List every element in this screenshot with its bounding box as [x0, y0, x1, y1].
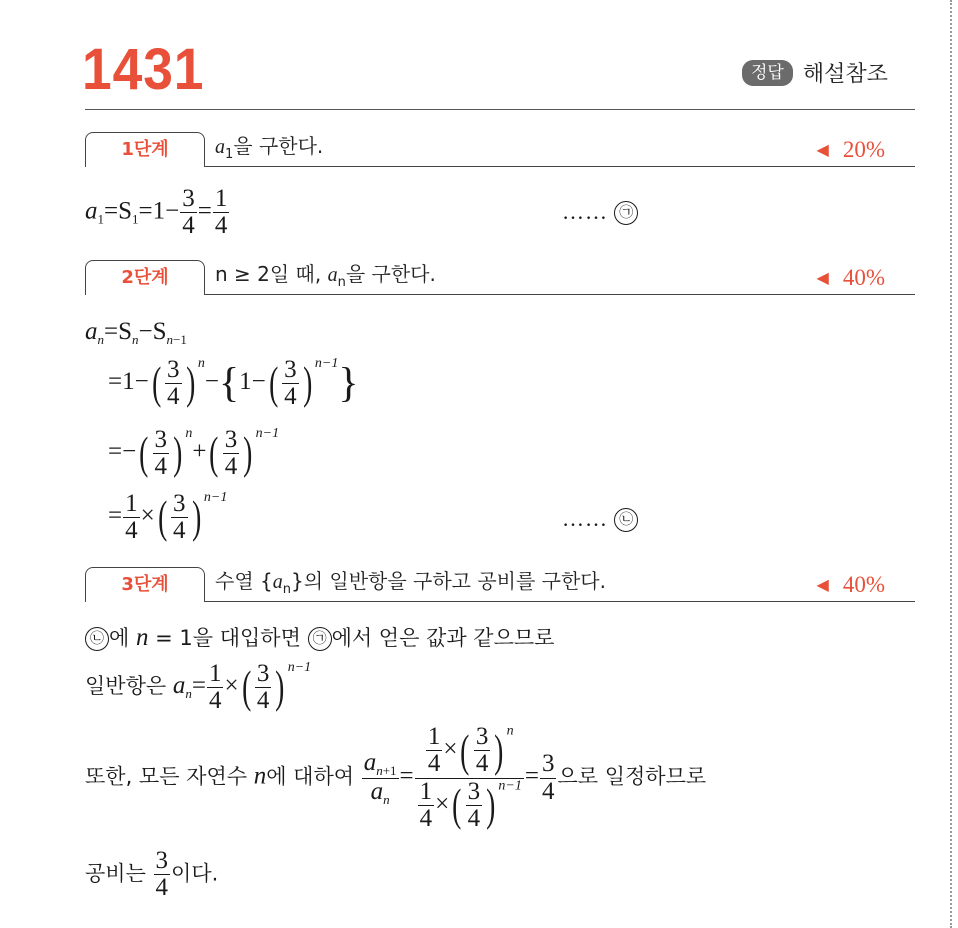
conclusion-line-2: 일반항은 $a_n=$ $\frac{1}{4}$ ×( $\frac{3}{4}$ ) $^{n-1}$ [85, 659, 312, 714]
step-1-percent: ◀ 20% [816, 137, 885, 162]
step-1-description: $a_1$을 구한다. [215, 134, 324, 162]
conclusion-line-4: 공비는 $\frac{3}{4}$ 이다. [85, 847, 219, 902]
step-2-header [85, 258, 915, 295]
conclusion-line-1: ㉡ 에 n = 1을 대입하면 ㉠ 에서 얻은 값과 같으므로 [85, 622, 554, 652]
step-3-header [85, 565, 915, 602]
step-3-tab: 3단계 [85, 567, 205, 602]
step-3-description: 수열 $\{a_n\}$의 일반항을 구하고 공비를 구한다. [215, 569, 606, 597]
header-rule [85, 109, 915, 110]
equation-an-line1: $a_n=S_n-S_{n-1}$ [85, 318, 187, 347]
right-margin-dotted-rule [950, 0, 952, 928]
equation-a1-marker: …… ㉠ [562, 198, 638, 226]
equation-an-line4: = $\frac{1}{4}$ ×( $\frac{3}{4}$ ) $^{n-1}$ [108, 489, 228, 544]
equation-an-line2: =1−( $\frac{3}{4}$ ) $^n$−{1−( $\frac{3}{4}$ ) $^{n-1}$} [108, 355, 359, 410]
problem-number: 1431 [82, 37, 205, 102]
answer-indicator [742, 57, 888, 88]
answer-badge: 정답 [742, 60, 793, 86]
conclusion-line-3: 또한, 모든 자연수 n에 대하여 $\frac{a_{n+1}}{a_n}$ = $\frac{1}{4}$ ×( $\frac{3}{4}$ ) $^n$ $\frac{1}{4}$ ×( $\frac{3}{4}$ ) $^{n-1}$ = $\frac{3}{4}$ 으로 일정하므로 [85, 723, 707, 832]
step-1-header [85, 130, 915, 167]
step-2-percent: ◀ 40% [816, 265, 885, 290]
step-1-tab: 1단계 [85, 132, 205, 167]
equation-a1: $a_1=S_1=1-$ $\frac{3}{4}$ = $\frac{1}{4}$ [85, 185, 228, 240]
step-2-description: n ≥ 2일 때, $a_n$을 구한다. [215, 262, 436, 290]
step-2-tab: 2단계 [85, 260, 205, 295]
equation-an-marker: …… ㉡ [562, 505, 638, 533]
equation-an-line3: =−( $\frac{3}{4}$ ) $^n$+( $\frac{3}{4}$ ) $^{n-1}$ [108, 425, 280, 480]
answer-text: 해설참조 [802, 62, 888, 87]
step-3-percent: ◀ 40% [816, 572, 885, 597]
